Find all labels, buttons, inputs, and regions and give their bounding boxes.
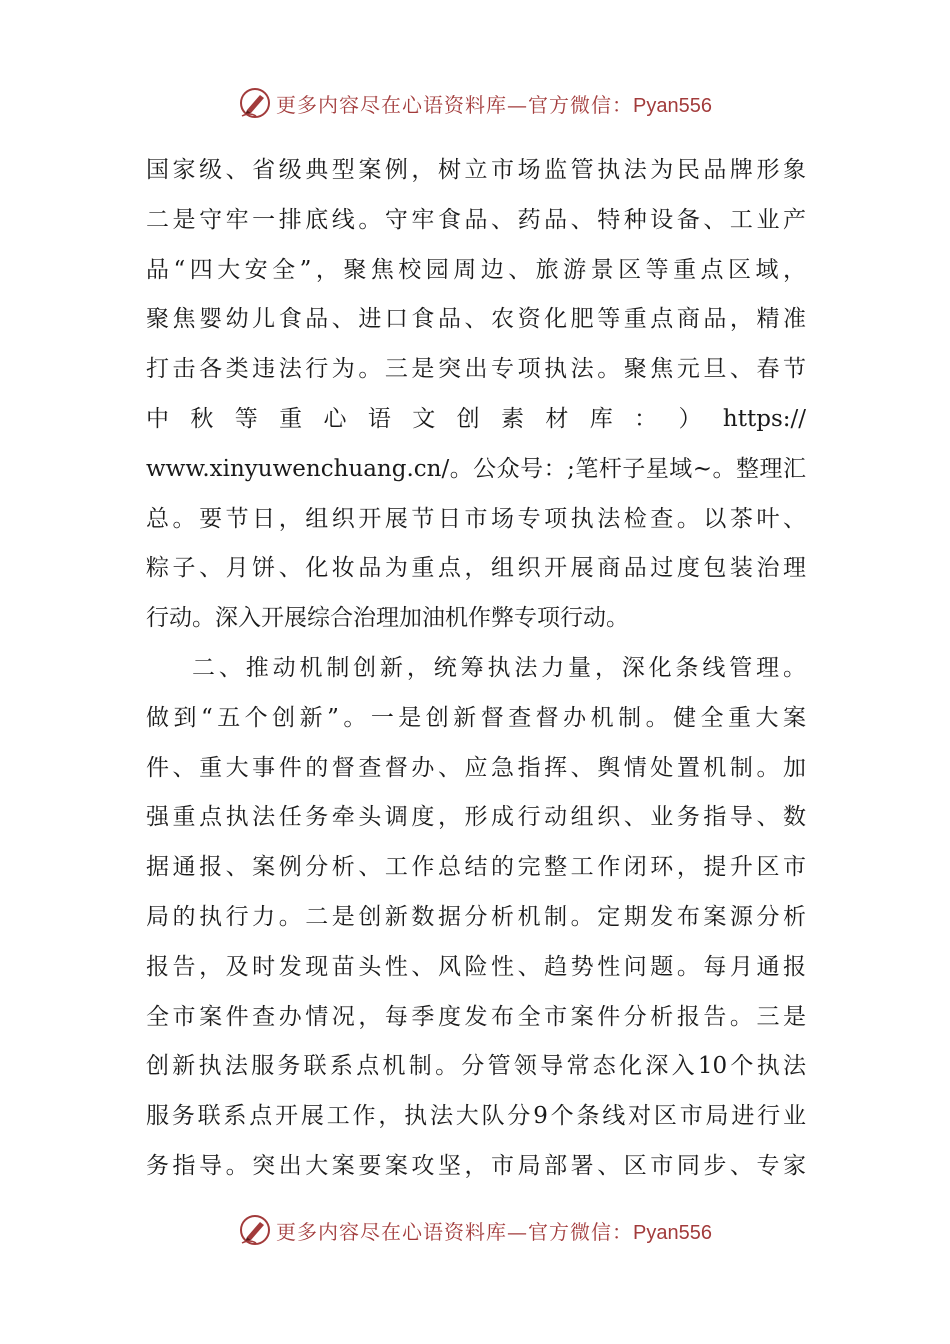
section-heading-line: 二、推动机制创新，统筹执法力量，深化条线管理。 xyxy=(192,654,806,681)
text-line: 全市案件查办情况，每季度发布全市案件分析报告。三是 xyxy=(146,1003,806,1030)
text-line: 务指导。突出大案要案攻坚，市局部署、区市同步、专家 xyxy=(146,1152,806,1179)
text-line: 打击各类违法行为。三是突出专项执法。聚焦元旦、春节 xyxy=(146,356,806,383)
pen-logo-icon xyxy=(238,1213,272,1247)
text-line: 局的执行力。二是创新数据分析机制。定期发布案源分析 xyxy=(146,903,806,930)
text-line: 件、重大事件的督查督办、应急指挥、舆情处置机制。加 xyxy=(146,754,806,781)
text-line: 行动。深入开展综合治理加油机作弊专项行动。 xyxy=(146,605,629,632)
document-body xyxy=(146,146,806,1192)
text-line: 中 秋 等 重 心 语 文 创 素 材 库 ： ） https:// xyxy=(146,405,806,432)
text-line: 品“四大安全”，聚焦校园周边、旅游景区等重点区域， xyxy=(146,256,806,283)
text-line: 二是守牢一排底线。守牢食品、药品、特种设备、工业产 xyxy=(146,206,806,233)
text-line: 强重点执法任务牵头调度，形成行动组织、业务指导、数 xyxy=(146,804,806,831)
text-line: 粽子、月饼、化妆品为重点，组织开展商品过度包装治理 xyxy=(146,555,806,582)
text-line: 报告，及时发现苗头性、风险性、趋势性问题。每月通报 xyxy=(146,953,806,980)
text-line: www.xinyuwenchuang.cn/。公众号：;笔杆子星域~。整理汇 xyxy=(146,455,806,482)
banner-text: 更多内容尽在心语资料库—官方微信：Pyan556 xyxy=(276,1219,712,1244)
wechat-id: Pyan556 xyxy=(633,94,712,117)
text-line: 总。要节日，组织开展节日市场专项执法检查。以茶叶、 xyxy=(146,505,806,532)
text-line: 国家级、省级典型案例，树立市场监管执法为民品牌形象 xyxy=(146,157,806,183)
text-line: 创新执法服务联系点机制。分管领导常态化深入10个执法 xyxy=(146,1053,806,1080)
text-line: 做到“五个创新”。一是创新督查督办机制。健全重大案 xyxy=(146,704,806,731)
footer-banner xyxy=(0,1210,950,1250)
text-line: 聚焦婴幼儿食品、进口食品、农资化肥等重点商品，精准 xyxy=(146,306,806,333)
text-line: 据通报、案例分析、工作总结的完整工作闭环，提升区市 xyxy=(146,854,806,881)
wechat-id: Pyan556 xyxy=(633,1221,712,1244)
text-line: 服务联系点开展工作，执法大队分9个条线对区市局进行业 xyxy=(146,1103,806,1130)
header-banner xyxy=(0,83,950,123)
banner-text: 更多内容尽在心语资料库—官方微信：Pyan556 xyxy=(276,92,712,117)
pen-logo-icon xyxy=(238,86,272,120)
